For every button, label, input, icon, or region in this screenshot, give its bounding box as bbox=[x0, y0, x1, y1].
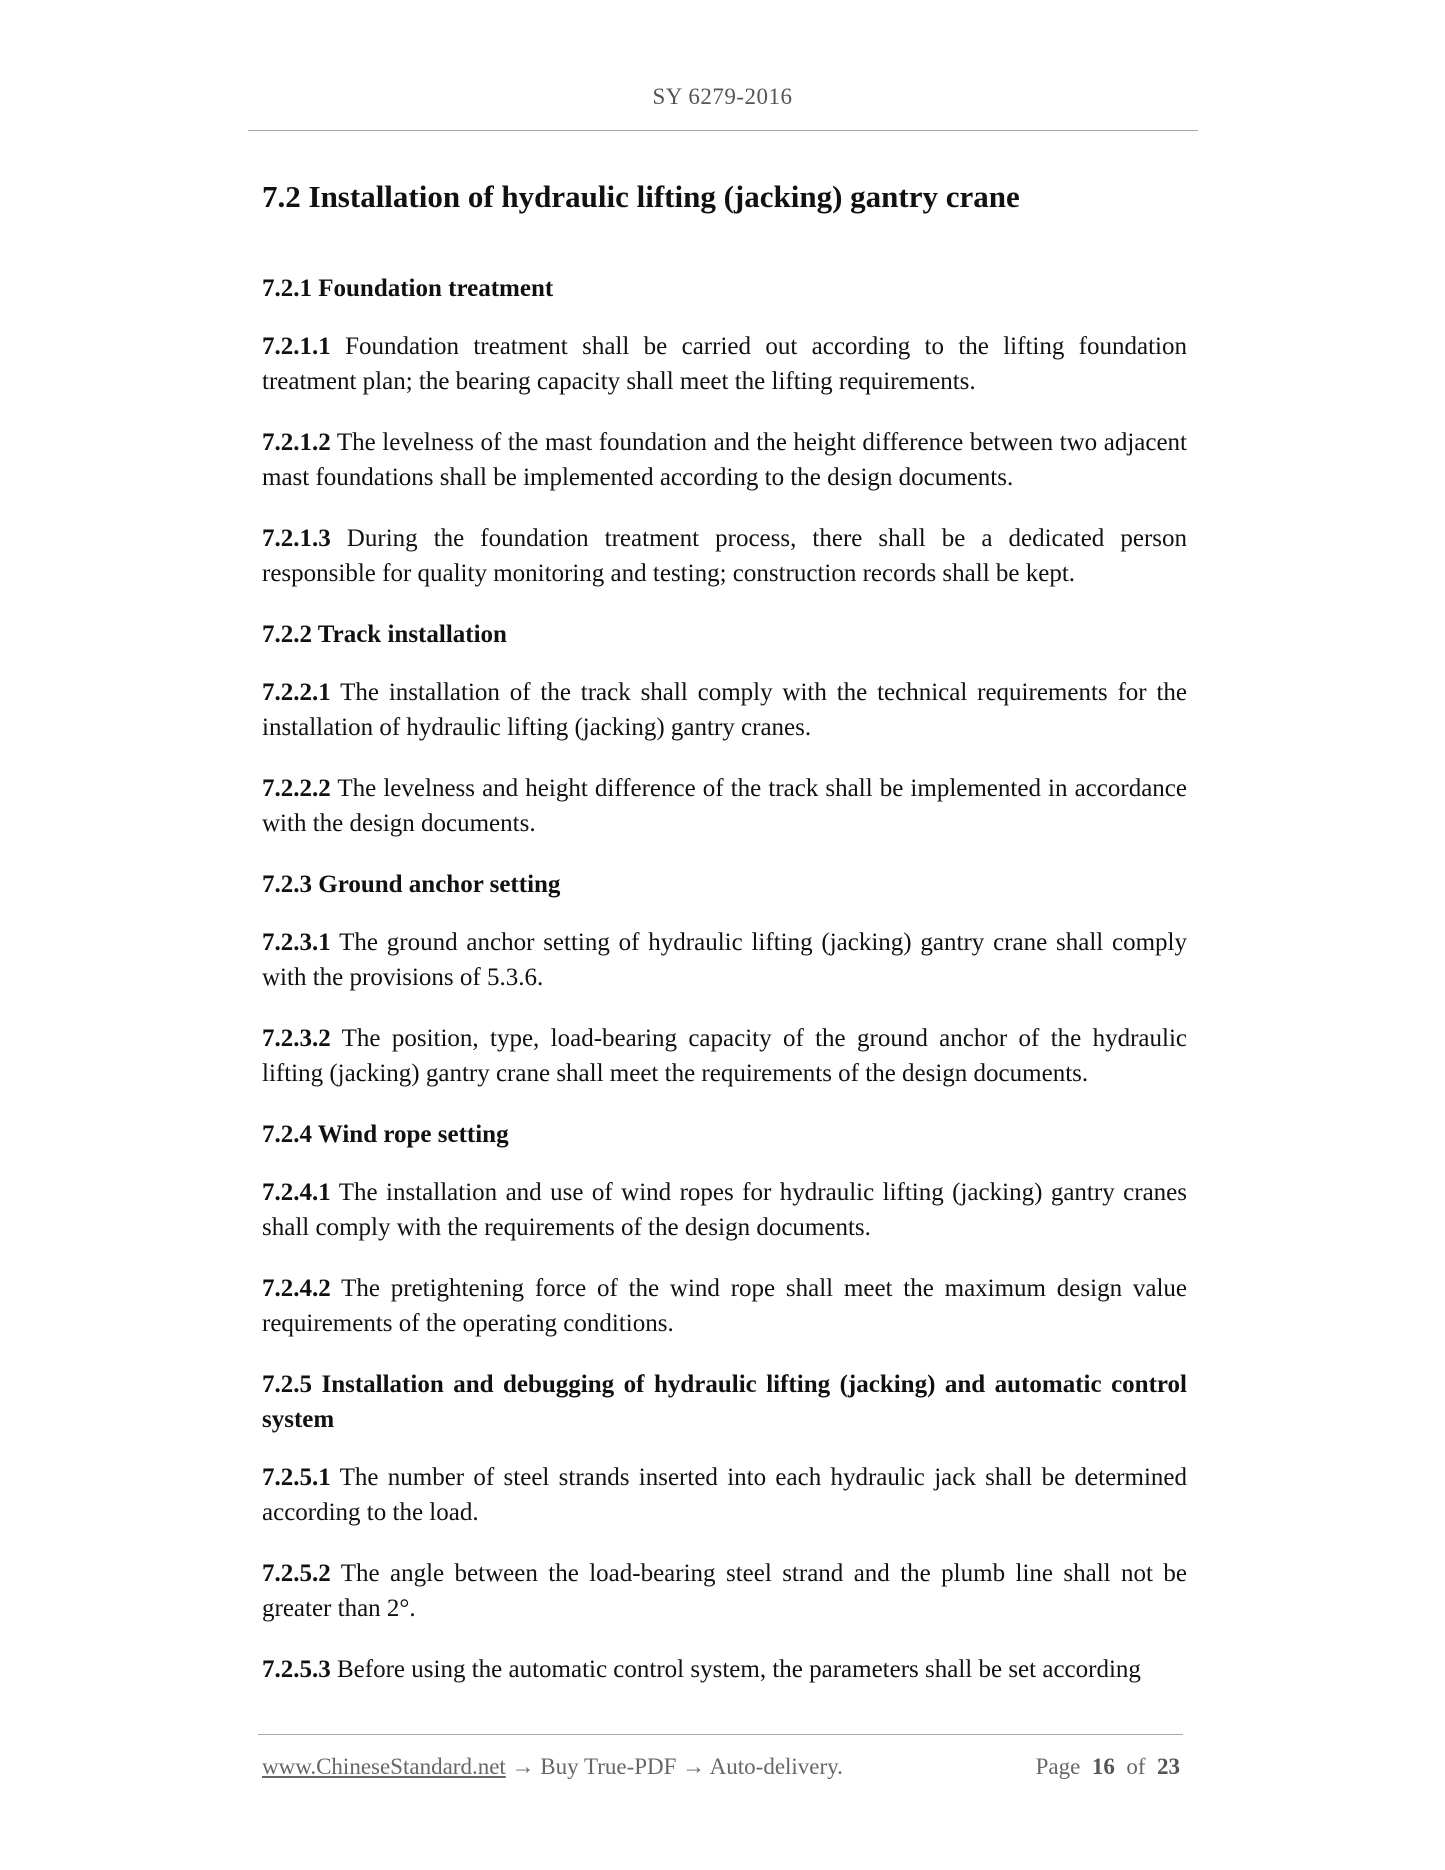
clause-text: The levelness of the mast foundation and the height difference between two adjacent mast foundations shall be implemented according to the design documents. bbox=[262, 429, 1187, 491]
clause-paragraph bbox=[262, 675, 1187, 745]
clause-text: The pretightening force of the wind rope shall meet the maximum design value requirements of the operating conditions. bbox=[262, 1275, 1187, 1337]
clause-text: During the foundation treatment process, there shall be a dedicated person responsible for quality monitoring and testing; construction records shall be kept. bbox=[262, 525, 1187, 587]
clause-paragraph bbox=[262, 521, 1187, 591]
clause-paragraph bbox=[262, 1556, 1187, 1626]
clause-paragraph bbox=[262, 1021, 1187, 1091]
clause-text: Before using the automatic control system, the parameters shall be set according bbox=[330, 1656, 1141, 1683]
clause-paragraph bbox=[262, 1460, 1187, 1530]
document-id-header: SY 6279-2016 bbox=[652, 84, 793, 109]
clause-number: 7.2.5.2 bbox=[262, 1560, 331, 1587]
section-title: 7.2 Installation of hydraulic lifting (jacking) gantry crane bbox=[262, 179, 1020, 214]
page-of-label: of bbox=[1126, 1754, 1146, 1779]
section-body bbox=[262, 271, 1187, 1687]
clause-number: 7.2.3.1 bbox=[262, 929, 331, 956]
clause-text: Foundation treatment shall be carried out according to the lifting foundation treatment plan; the bearing capacity shall meet the lifting requirements. bbox=[262, 333, 1187, 395]
footer-divider bbox=[258, 1734, 1183, 1735]
clause-paragraph bbox=[262, 329, 1187, 399]
subsection-heading: 7.2.2 Track installation bbox=[262, 621, 507, 648]
clause-text: The levelness and height difference of the track shall be implemented in accordance with the design documents. bbox=[262, 775, 1187, 837]
clause-number: 7.2.1.1 bbox=[262, 333, 331, 360]
clause-text: The number of steel strands inserted into each hydraulic jack shall be determined according to the load. bbox=[262, 1464, 1187, 1526]
website-link[interactable]: www.ChineseStandard.net bbox=[262, 1754, 506, 1779]
clause-paragraph bbox=[262, 1175, 1187, 1245]
footer-promo bbox=[262, 1754, 843, 1780]
page-number bbox=[1036, 1754, 1180, 1780]
page-footer bbox=[262, 1754, 1180, 1784]
header-divider bbox=[248, 130, 1198, 131]
subsection-heading: 7.2.5 Installation and debugging of hydraulic lifting (jacking) and automatic control system bbox=[262, 1371, 1187, 1433]
footer-promo-text: → Buy True-PDF → Auto-delivery. bbox=[505, 1754, 843, 1779]
clause-paragraph bbox=[262, 1271, 1187, 1341]
clause-number: 7.2.3.2 bbox=[262, 1025, 331, 1052]
clause-paragraph bbox=[262, 925, 1187, 995]
clause-number: 7.2.5.1 bbox=[262, 1464, 331, 1491]
page-current: 16 bbox=[1091, 1754, 1115, 1779]
subsection-heading: 7.2.3 Ground anchor setting bbox=[262, 871, 561, 898]
clause-number: 7.2.1.3 bbox=[262, 525, 331, 552]
subsection-heading: 7.2.1 Foundation treatment bbox=[262, 275, 554, 302]
clause-paragraph bbox=[262, 425, 1187, 495]
page-total: 23 bbox=[1157, 1754, 1180, 1779]
clause-number: 7.2.2.1 bbox=[262, 679, 331, 706]
clause-text: The installation and use of wind ropes for hydraulic lifting (jacking) gantry cranes shall comply with the requirements of the design documents. bbox=[262, 1179, 1187, 1241]
page-label: Page bbox=[1035, 1754, 1081, 1779]
clause-number: 7.2.4.2 bbox=[262, 1275, 331, 1302]
page-content bbox=[262, 177, 1187, 1713]
subsection-heading: 7.2.4 Wind rope setting bbox=[262, 1121, 509, 1148]
clause-text: The position, type, load-bearing capacity of the ground anchor of the hydraulic lifting (jacking) gantry crane shall meet the requirements of the design documents. bbox=[262, 1025, 1187, 1087]
clause-number: 7.2.4.1 bbox=[262, 1179, 331, 1206]
clause-text: The ground anchor setting of hydraulic lifting (jacking) gantry crane shall comply with the provisions of 5.3.6. bbox=[262, 929, 1187, 991]
clause-paragraph bbox=[262, 1652, 1187, 1687]
clause-number: 7.2.2.2 bbox=[262, 775, 331, 802]
clause-number: 7.2.1.2 bbox=[262, 429, 331, 456]
clause-number: 7.2.5.3 bbox=[262, 1656, 331, 1683]
clause-text: The installation of the track shall comply with the technical requirements for the installation of hydraulic lifting (jacking) gantry cranes. bbox=[262, 679, 1187, 741]
clause-text: The angle between the load-bearing steel strand and the plumb line shall not be greater than 2°. bbox=[262, 1560, 1187, 1622]
clause-paragraph bbox=[262, 771, 1187, 841]
